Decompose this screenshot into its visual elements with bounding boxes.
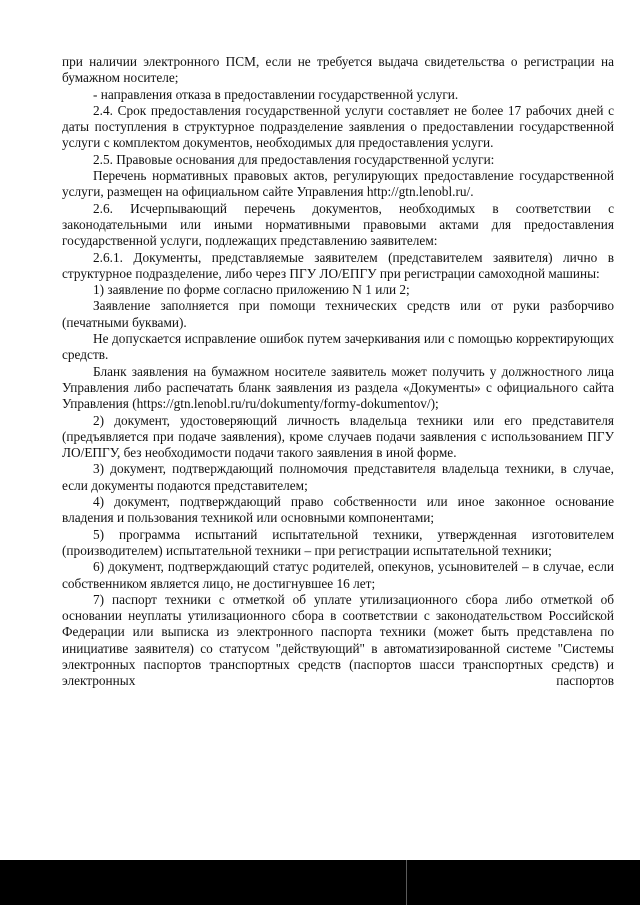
list-item-6: 6) документ, подтверждающий статус родителей, опекунов, усыновителей – в случае, если собственником является лицо, не достигнувшее 16 лет; xyxy=(62,559,614,591)
list-item-3: 3) документ, подтверждающий полномочия представителя владельца техники, в случае, если документы подаются представителем; xyxy=(62,461,614,493)
paragraph-fill-rules: Заявление заполняется при помощи технических средств или от руки разборчиво (печатными буквами). xyxy=(62,298,614,330)
list-item-1: 1) заявление по форме согласно приложению N 1 или 2; xyxy=(93,282,410,298)
paragraph-2-5: 2.5. Правовые основания для предоставления государственной услуги: xyxy=(93,151,495,167)
paragraph-continuation: при наличии электронного ПСМ, если не требуется выдача свидетельства о регистрации на бумажном носителе; xyxy=(62,54,614,86)
paragraph-2-6: 2.6. Исчерпывающий перечень документов, необходимых в соответствии с законодательными или иными нормативными правовыми актами для предоставления государственной услуги, подлежащих представлению заявителем: xyxy=(62,200,614,249)
paragraph-legal-acts: Перечень нормативных правовых актов, регулирующих предоставление государственной услуги, размещен на официальном сайте Управления http://gtn.lenobl.ru/. xyxy=(62,168,614,200)
paragraph-refusal: - направления отказа в предоставлении государственной услуги. xyxy=(93,86,459,102)
document-page xyxy=(62,54,614,690)
list-item-4: 4) документ, подтверждающий право собственности или иное законное основание владения и пользования техникой или основными компонентами; xyxy=(62,494,614,526)
paragraph-blank-form: Бланк заявления на бумажном носителе заявитель может получить у должностного лица Управления либо распечатать бланк заявления из раздела «Документы» с официального сайта Управления (https://gtn.lenobl.ru/ru/dokumenty/formy-dokumentov/); xyxy=(62,363,614,412)
list-item-7: 7) паспорт техники с отметкой об уплате утилизационного сбора либо отметкой об основании неуплаты утилизационного сбора в соответствии с законодательством Российской Федерации или выписка из электронного паспорта техники (может быть представлена по инициативе заявителя) со статусом "действующий" в автоматизированной системе "Системы электронных паспортов транспортных средств (паспортов шасси транспортных средств) и электронных паспортов xyxy=(62,591,614,689)
list-item-2: 2) документ, удостоверяющий личность владельца техники или его представителя (предъявляется при подаче заявления), кроме случаев подачи заявления с использованием ПГУ ЛО/ЕПГУ, без необходимости подачи такого заявления в иной форме. xyxy=(62,412,614,461)
paragraph-2-4: 2.4. Срок предоставления государственной услуги составляет не более 17 рабочих дней с даты поступления в структурное подразделение заявления о предоставлении государственной услуги с комплектом документов, необходимых для предоставления услуги. xyxy=(62,102,614,151)
scan-bottom-border xyxy=(0,860,640,905)
paragraph-2-6-1: 2.6.1. Документы, представляемые заявителем (представителем заявителя) лично в структурное подразделение, либо через ПГУ ЛО/ЕПГУ при регистрации самоходной машины: xyxy=(62,249,614,281)
list-item-5: 5) программа испытаний испытательной техники, утвержденная изготовителем (производителем) испытательной техники – при регистрации испытательной техники; xyxy=(62,526,614,558)
paragraph-no-corrections: Не допускается исправление ошибок путем зачеркивания или с помощью корректирующих средств. xyxy=(62,331,614,363)
scan-divider-line xyxy=(406,860,407,905)
